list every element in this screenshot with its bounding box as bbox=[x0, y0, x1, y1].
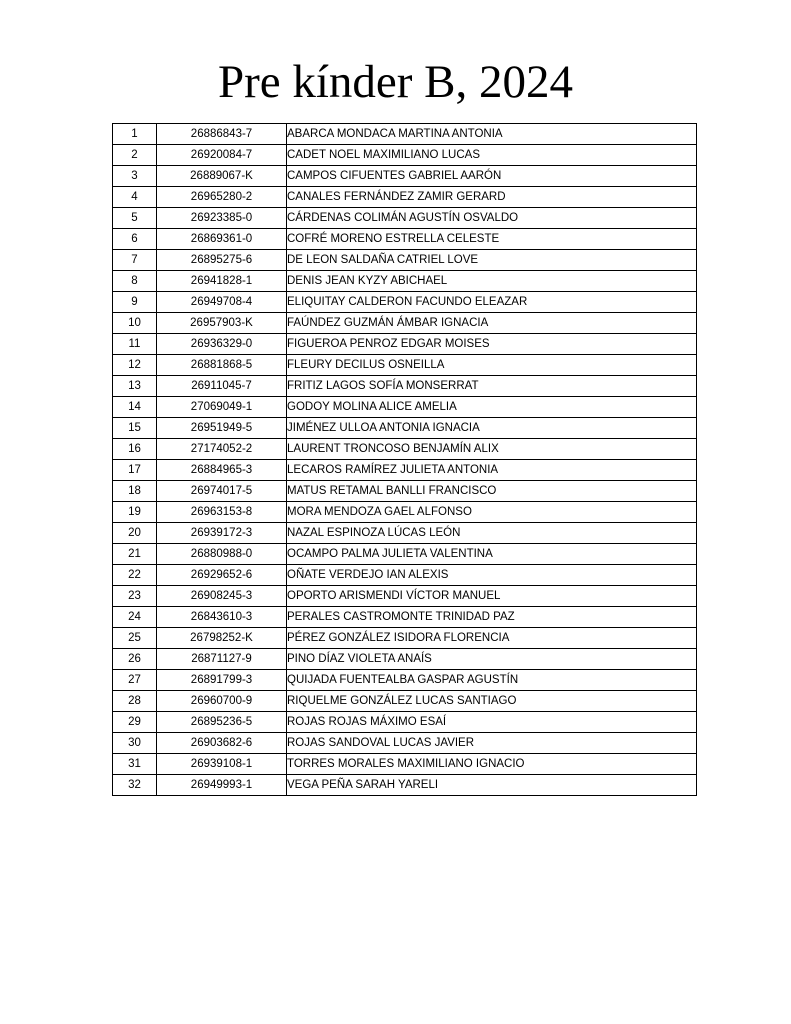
row-number: 13 bbox=[113, 376, 157, 397]
student-name: OCAMPO PALMA JULIETA VALENTINA bbox=[287, 544, 697, 565]
row-number: 26 bbox=[113, 649, 157, 670]
student-rut: 26949708-4 bbox=[157, 292, 287, 313]
row-number: 4 bbox=[113, 187, 157, 208]
student-name: ROJAS SANDOVAL LUCAS JAVIER bbox=[287, 733, 697, 754]
student-name: ROJAS ROJAS MÁXIMO ESAÍ bbox=[287, 712, 697, 733]
student-rut: 26895275-6 bbox=[157, 250, 287, 271]
table-row bbox=[113, 397, 697, 418]
row-number: 9 bbox=[113, 292, 157, 313]
student-name: CAMPOS CIFUENTES GABRIEL AARÓN bbox=[287, 166, 697, 187]
row-number: 19 bbox=[113, 502, 157, 523]
student-rut: 26889067-K bbox=[157, 166, 287, 187]
roster-body bbox=[113, 124, 697, 796]
student-name: OÑATE VERDEJO IAN ALEXIS bbox=[287, 565, 697, 586]
student-name: FRITIZ LAGOS SOFÍA MONSERRAT bbox=[287, 376, 697, 397]
table-row bbox=[113, 229, 697, 250]
student-name: RIQUELME GONZÁLEZ LUCAS SANTIAGO bbox=[287, 691, 697, 712]
table-row bbox=[113, 376, 697, 397]
student-name: VEGA PEÑA SARAH YARELI bbox=[287, 775, 697, 796]
row-number: 16 bbox=[113, 439, 157, 460]
table-row bbox=[113, 187, 697, 208]
row-number: 31 bbox=[113, 754, 157, 775]
row-number: 15 bbox=[113, 418, 157, 439]
student-rut: 26895236-5 bbox=[157, 712, 287, 733]
student-rut: 26974017-5 bbox=[157, 481, 287, 502]
row-number: 11 bbox=[113, 334, 157, 355]
student-rut: 26798252-K bbox=[157, 628, 287, 649]
row-number: 20 bbox=[113, 523, 157, 544]
table-row bbox=[113, 712, 697, 733]
table-row bbox=[113, 670, 697, 691]
student-name: FLEURY DECILUS OSNEILLA bbox=[287, 355, 697, 376]
student-name: PERALES CASTROMONTE TRINIDAD PAZ bbox=[287, 607, 697, 628]
row-number: 14 bbox=[113, 397, 157, 418]
student-rut: 26960700-9 bbox=[157, 691, 287, 712]
table-row bbox=[113, 544, 697, 565]
row-number: 2 bbox=[113, 145, 157, 166]
student-rut: 26911045-7 bbox=[157, 376, 287, 397]
table-row bbox=[113, 208, 697, 229]
student-name: TORRES MORALES MAXIMILIANO IGNACIO bbox=[287, 754, 697, 775]
student-name: ABARCA MONDACA MARTINA ANTONIA bbox=[287, 124, 697, 145]
student-rut: 27174052-2 bbox=[157, 439, 287, 460]
student-name: GODOY MOLINA ALICE AMELIA bbox=[287, 397, 697, 418]
student-name: PINO DÍAZ VIOLETA ANAÍS bbox=[287, 649, 697, 670]
table-row bbox=[113, 775, 697, 796]
student-rut: 26881868-5 bbox=[157, 355, 287, 376]
row-number: 6 bbox=[113, 229, 157, 250]
student-name: JIMÉNEZ ULLOA ANTONIA IGNACIA bbox=[287, 418, 697, 439]
row-number: 24 bbox=[113, 607, 157, 628]
table-row bbox=[113, 292, 697, 313]
student-rut: 26965280-2 bbox=[157, 187, 287, 208]
student-rut: 26871127-9 bbox=[157, 649, 287, 670]
table-row bbox=[113, 439, 697, 460]
student-name: DE LEON SALDAÑA CATRIEL LOVE bbox=[287, 250, 697, 271]
row-number: 5 bbox=[113, 208, 157, 229]
student-name: MORA MENDOZA GAEL ALFONSO bbox=[287, 502, 697, 523]
table-row bbox=[113, 334, 697, 355]
student-roster-table bbox=[112, 123, 697, 796]
table-row bbox=[113, 313, 697, 334]
student-name: DENIS JEAN KYZY ABICHAEL bbox=[287, 271, 697, 292]
table-row bbox=[113, 523, 697, 544]
student-name: COFRÉ MORENO ESTRELLA CELESTE bbox=[287, 229, 697, 250]
table-row bbox=[113, 418, 697, 439]
row-number: 12 bbox=[113, 355, 157, 376]
student-name: OPORTO ARISMENDI VÍCTOR MANUEL bbox=[287, 586, 697, 607]
table-row bbox=[113, 355, 697, 376]
student-rut: 26923385-0 bbox=[157, 208, 287, 229]
row-number: 23 bbox=[113, 586, 157, 607]
row-number: 32 bbox=[113, 775, 157, 796]
row-number: 25 bbox=[113, 628, 157, 649]
table-row bbox=[113, 145, 697, 166]
table-row bbox=[113, 271, 697, 292]
student-rut: 26908245-3 bbox=[157, 586, 287, 607]
row-number: 27 bbox=[113, 670, 157, 691]
table-row bbox=[113, 481, 697, 502]
student-rut: 26936329-0 bbox=[157, 334, 287, 355]
table-row bbox=[113, 754, 697, 775]
table-row bbox=[113, 166, 697, 187]
page-title: Pre kínder B, 2024 bbox=[217, 56, 574, 108]
row-number: 18 bbox=[113, 481, 157, 502]
student-rut: 26886843-7 bbox=[157, 124, 287, 145]
student-name: NAZAL ESPINOZA LÚCAS LEÓN bbox=[287, 523, 697, 544]
row-number: 8 bbox=[113, 271, 157, 292]
table-row bbox=[113, 565, 697, 586]
student-rut: 26957903-K bbox=[157, 313, 287, 334]
student-rut: 26941828-1 bbox=[157, 271, 287, 292]
student-name: FIGUEROA PENROZ EDGAR MOISES bbox=[287, 334, 697, 355]
row-number: 28 bbox=[113, 691, 157, 712]
student-rut: 26963153-8 bbox=[157, 502, 287, 523]
student-name: ELIQUITAY CALDERON FACUNDO ELEAZAR bbox=[287, 292, 697, 313]
table-row bbox=[113, 691, 697, 712]
table-row bbox=[113, 460, 697, 481]
student-name: FAÚNDEZ GUZMÁN ÁMBAR IGNACIA bbox=[287, 313, 697, 334]
table-row bbox=[113, 124, 697, 145]
student-rut: 26951949-5 bbox=[157, 418, 287, 439]
student-rut: 26920084-7 bbox=[157, 145, 287, 166]
student-rut: 26939172-3 bbox=[157, 523, 287, 544]
row-number: 29 bbox=[113, 712, 157, 733]
student-rut: 26949993-1 bbox=[157, 775, 287, 796]
row-number: 17 bbox=[113, 460, 157, 481]
student-rut: 26880988-0 bbox=[157, 544, 287, 565]
row-number: 21 bbox=[113, 544, 157, 565]
student-name: CADET NOEL MAXIMILIANO LUCAS bbox=[287, 145, 697, 166]
student-name: CÁRDENAS COLIMÁN AGUSTÍN OSVALDO bbox=[287, 208, 697, 229]
student-rut: 26929652-6 bbox=[157, 565, 287, 586]
row-number: 22 bbox=[113, 565, 157, 586]
student-rut: 26891799-3 bbox=[157, 670, 287, 691]
row-number: 7 bbox=[113, 250, 157, 271]
table-row bbox=[113, 502, 697, 523]
student-name: CANALES FERNÁNDEZ ZAMIR GERARD bbox=[287, 187, 697, 208]
table-row bbox=[113, 649, 697, 670]
row-number: 30 bbox=[113, 733, 157, 754]
student-rut: 26869361-0 bbox=[157, 229, 287, 250]
table-row bbox=[113, 733, 697, 754]
student-rut: 26939108-1 bbox=[157, 754, 287, 775]
student-name: LAURENT TRONCOSO BENJAMÍN ALIX bbox=[287, 439, 697, 460]
table-row bbox=[113, 607, 697, 628]
row-number: 1 bbox=[113, 124, 157, 145]
student-name: LECAROS RAMÍREZ JULIETA ANTONIA bbox=[287, 460, 697, 481]
table-row bbox=[113, 628, 697, 649]
table-row bbox=[113, 250, 697, 271]
student-name: MATUS RETAMAL BANLLI FRANCISCO bbox=[287, 481, 697, 502]
student-name: PÉREZ GONZÁLEZ ISIDORA FLORENCIA bbox=[287, 628, 697, 649]
row-number: 3 bbox=[113, 166, 157, 187]
row-number: 10 bbox=[113, 313, 157, 334]
student-rut: 26903682-6 bbox=[157, 733, 287, 754]
student-name: QUIJADA FUENTEALBA GASPAR AGUSTÍN bbox=[287, 670, 697, 691]
student-rut: 27069049-1 bbox=[157, 397, 287, 418]
student-rut: 26843610-3 bbox=[157, 607, 287, 628]
student-rut: 26884965-3 bbox=[157, 460, 287, 481]
table-row bbox=[113, 586, 697, 607]
